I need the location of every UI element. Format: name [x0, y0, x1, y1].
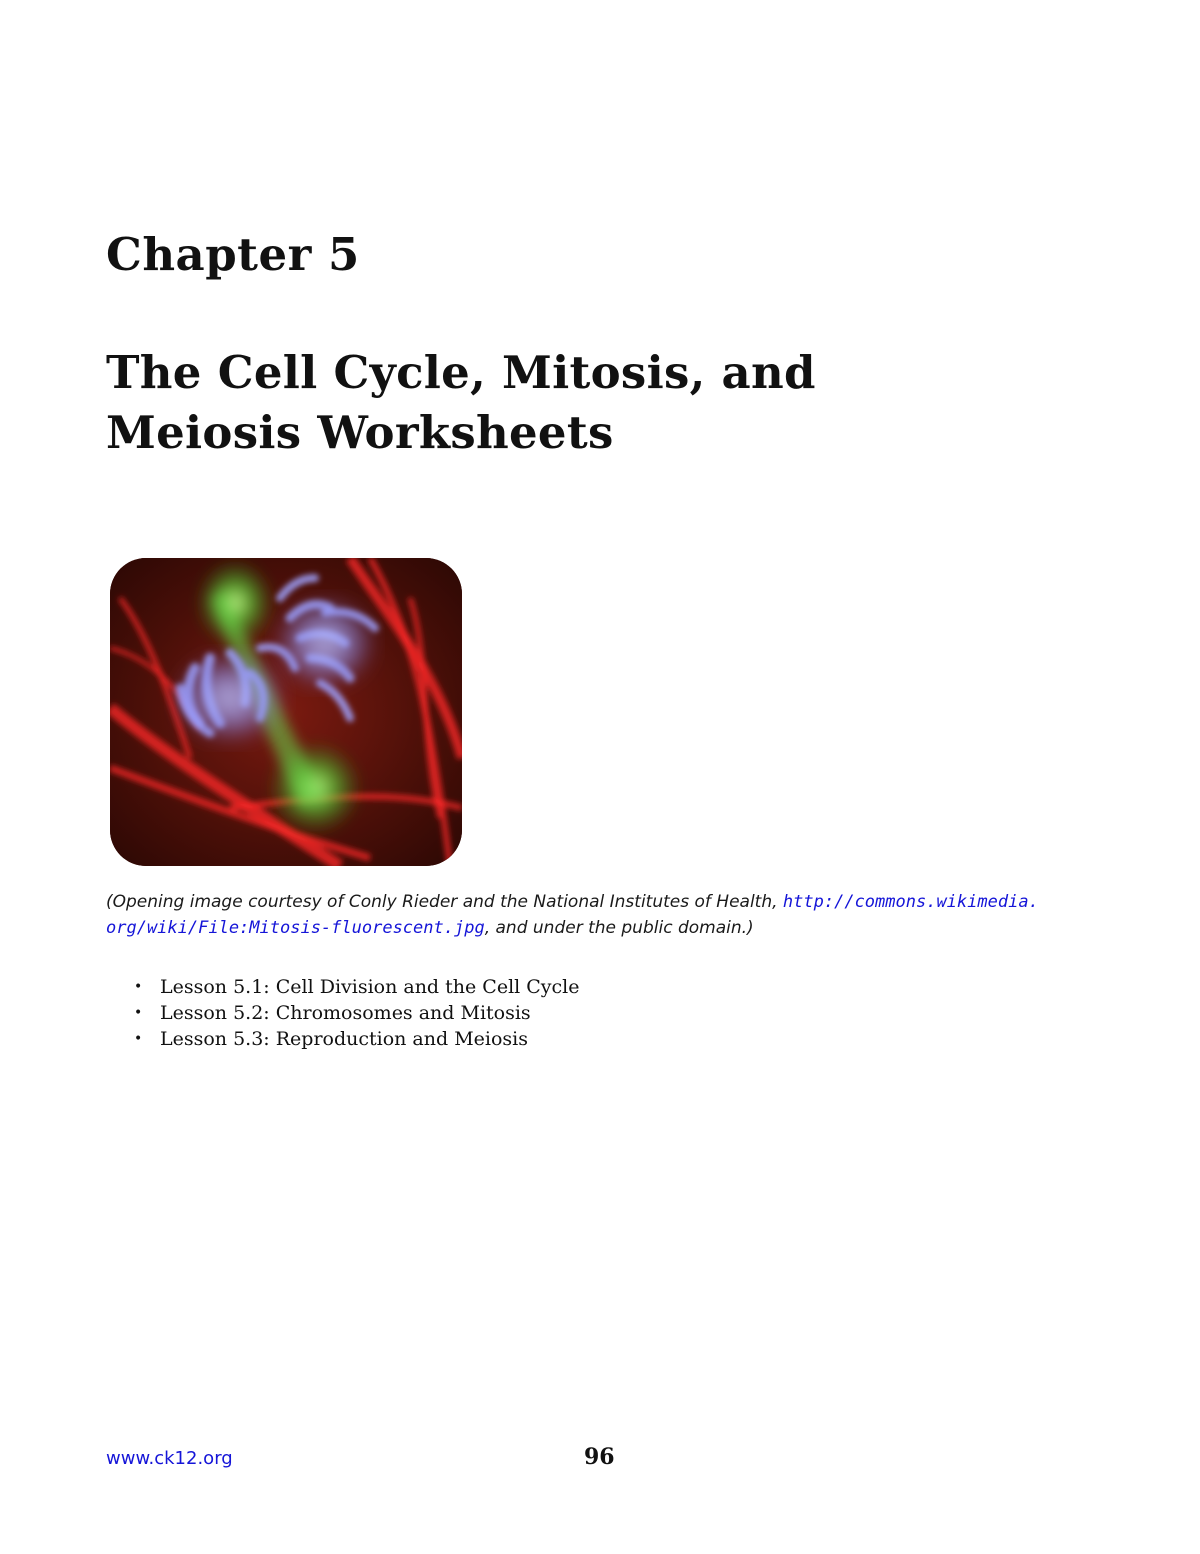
chapter-label: Chapter 5 [106, 228, 360, 281]
image-caption [106, 889, 1116, 941]
mitosis-illustration [110, 558, 462, 866]
caption-prefix: (Opening image courtesy of Conly Rieder and the National Institutes of Health, [106, 892, 783, 912]
bullet-icon: • [134, 979, 143, 995]
lesson-item [134, 1026, 580, 1052]
lesson-label: Lesson 5.3: Reproduction and Meiosis [160, 1028, 528, 1050]
footer-site-link[interactable]: www.ck12.org [106, 1448, 233, 1469]
opening-image-mitosis-fluorescent [110, 558, 462, 866]
lesson-item [134, 1000, 580, 1026]
caption-source-link-part-2[interactable]: org/wiki/File:Mitosis-fluorescent.jpg [106, 918, 485, 938]
chapter-title-line-2: Meiosis Worksheets [106, 406, 614, 459]
lesson-item [134, 974, 580, 1000]
caption-suffix: , and under the public domain.) [484, 918, 754, 938]
lesson-label: Lesson 5.1: Cell Division and the Cell Cycle [160, 976, 580, 998]
lesson-label: Lesson 5.2: Chromosomes and Mitosis [160, 1002, 531, 1024]
caption-source-link-part-1[interactable]: http://commons.wikimedia. [782, 892, 1039, 912]
page-number: 96 [584, 1444, 615, 1470]
bullet-icon: • [134, 1005, 143, 1021]
bullet-icon: • [134, 1031, 143, 1047]
lesson-list [134, 974, 580, 1052]
chapter-title-line-1: The Cell Cycle, Mitosis, and [106, 346, 816, 399]
chapter-title [106, 343, 866, 463]
